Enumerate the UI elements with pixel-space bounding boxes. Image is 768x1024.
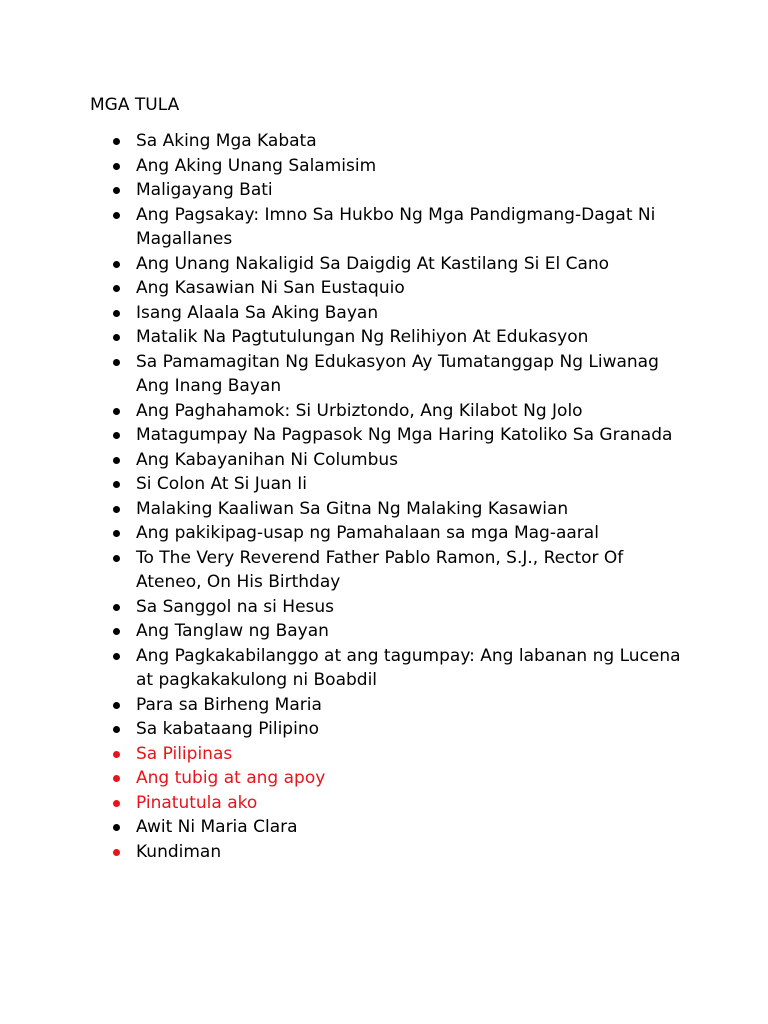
bullet-icon — [113, 448, 125, 472]
list-item — [0, 448, 768, 473]
bullet-icon — [113, 644, 125, 668]
poem-title: Awit Ni Maria Clara — [136, 817, 298, 837]
list-item — [0, 252, 768, 277]
list-item — [0, 840, 768, 865]
list-item — [0, 742, 768, 767]
bullet-icon — [113, 546, 125, 570]
list-item — [0, 154, 768, 179]
list-item — [0, 791, 768, 816]
bullet-icon — [113, 350, 125, 374]
poem-title: Ang Kabayanihan Ni Columbus — [136, 449, 399, 470]
poem-title: Sa Pamamagitan Ng Edukasyon Ay Tumatanggap Ng Liwanag Ang Inang Bayan — [136, 351, 659, 396]
bullet-icon — [113, 129, 125, 153]
list-item — [0, 717, 768, 742]
list-item — [0, 521, 768, 546]
bullet-icon — [113, 595, 125, 619]
poem-title: Maligayang Bati — [136, 180, 273, 200]
poem-title: To The Very Reverend Father Pablo Ramon, S.J., Rector Of Ateneo, On His Birthday — [136, 547, 624, 592]
bullet-icon — [113, 766, 125, 790]
bullet-icon — [113, 693, 125, 717]
bullet-icon — [113, 840, 125, 864]
list-item — [0, 766, 768, 791]
poem-title: Sa Aking Mga Kabata — [136, 131, 317, 151]
bullet-icon — [113, 619, 125, 643]
list-item — [0, 472, 768, 497]
list-item — [0, 178, 768, 203]
list-item — [0, 276, 768, 301]
list-item — [0, 350, 768, 399]
list-item — [0, 203, 768, 252]
poem-title: Sa kabataang Pilipino — [136, 719, 319, 739]
bullet-icon — [113, 423, 125, 447]
list-item — [0, 644, 768, 693]
bullet-icon — [113, 521, 125, 545]
poem-title: Ang Pagsakay: Imno Sa Hukbo Ng Mga Pandigmang-Dagat Ni Magallanes — [136, 204, 656, 249]
list-item — [0, 619, 768, 644]
list-item — [0, 423, 768, 448]
poem-title: Ang Tanglaw ng Bayan — [136, 621, 329, 641]
bullet-icon — [113, 203, 125, 227]
poem-title: Ang Pagkakabilanggo at ang tagumpay: Ang labanan ng Lucena at pagkakakulong ni Boabdil — [136, 645, 681, 690]
list-item — [0, 301, 768, 326]
bullet-icon — [113, 815, 125, 839]
list-item — [0, 497, 768, 522]
poem-list — [0, 129, 768, 864]
list-item — [0, 129, 768, 154]
poem-title: Ang Kasawian Ni San Eustaquio — [136, 278, 405, 298]
bullet-icon — [113, 399, 125, 423]
list-item — [0, 399, 768, 424]
bullet-icon — [113, 791, 125, 815]
poem-title: Pinatutula ako — [136, 792, 258, 813]
poem-title: Matagumpay Na Pagpasok Ng Mga Haring Katoliko Sa Granada — [136, 425, 673, 445]
poem-title: Matalik Na Pagtutulungan Ng Relihiyon At Edukasyon — [136, 327, 589, 347]
list-item — [0, 693, 768, 718]
bullet-icon — [113, 252, 125, 276]
list-item — [0, 546, 768, 595]
poem-title: Ang Paghahamok: Si Urbiztondo, Ang Kilabot Ng Jolo — [136, 400, 583, 421]
poem-title: Isang Alaala Sa Aking Bayan — [136, 302, 379, 323]
poem-title: Para sa Birheng Maria — [136, 694, 322, 715]
poem-title: Si Colon At Si Juan Ii — [136, 474, 307, 494]
list-item — [0, 595, 768, 620]
bullet-icon — [113, 276, 125, 300]
poem-title: Ang Unang Nakaligid Sa Daigdig At Kastilang Si El Cano — [136, 253, 610, 274]
bullet-icon — [113, 301, 125, 325]
list-item — [0, 325, 768, 350]
bullet-icon — [113, 472, 125, 496]
bullet-icon — [113, 325, 125, 349]
poem-title: Ang pakikipag-usap ng Pamahalaan sa mga Mag-aaral — [136, 523, 599, 543]
bullet-icon — [113, 497, 125, 521]
bullet-icon — [113, 742, 125, 766]
page-title: MGA TULA — [90, 95, 180, 115]
poem-title: Malaking Kaaliwan Sa Gitna Ng Malaking Kasawian — [136, 498, 569, 519]
bullet-icon — [113, 154, 125, 178]
bullet-icon — [113, 717, 125, 741]
poem-title: Ang tubig at ang apoy — [136, 768, 326, 788]
list-item — [0, 815, 768, 840]
bullet-icon — [113, 178, 125, 202]
poem-title: Kundiman — [136, 841, 222, 862]
poem-title: Ang Aking Unang Salamisim — [136, 155, 377, 176]
poem-title: Sa Pilipinas — [136, 743, 233, 764]
poem-title: Sa Sanggol na si Hesus — [136, 596, 335, 617]
